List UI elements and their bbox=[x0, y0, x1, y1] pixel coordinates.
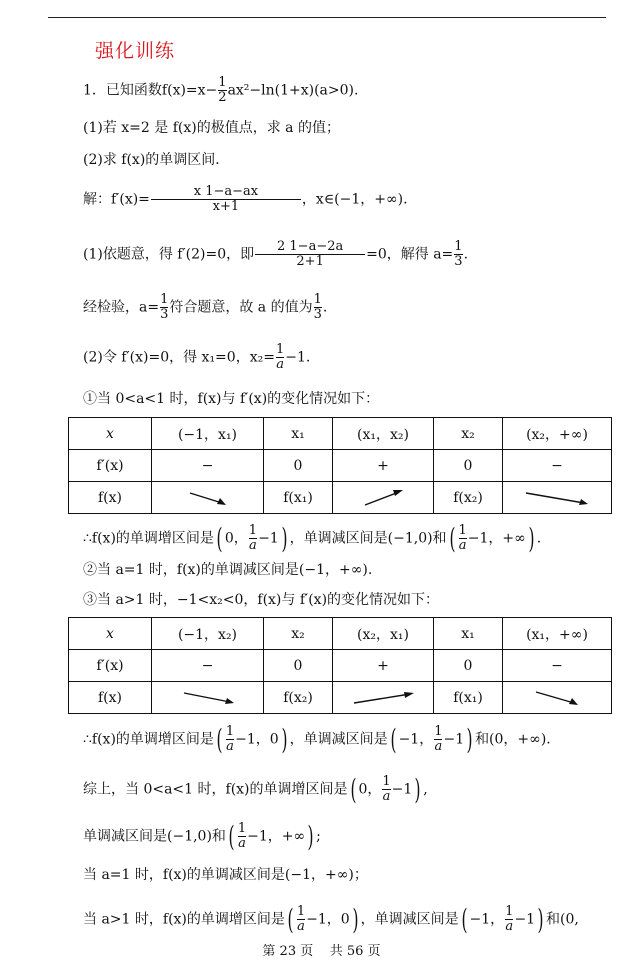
bracket-right: ) bbox=[281, 521, 288, 555]
table2-func-row bbox=[69, 682, 612, 714]
decreasing-arrow-icon bbox=[152, 682, 264, 714]
sum4-head: −1， bbox=[469, 911, 505, 928]
table-cell: f(x₁) bbox=[264, 482, 333, 514]
check-end: . bbox=[322, 299, 328, 316]
step-1: (1)依题意，得 f′(2)=0，即 $\frac{2 1-a-2a}{2+1}$ =0，解得 a= $\frac{1}{3}$ . bbox=[83, 239, 469, 269]
case3-inc-label: ∴f(x)的单调增区间是 bbox=[83, 731, 214, 748]
step2-text-b: −1. bbox=[285, 349, 311, 366]
top-rule bbox=[48, 17, 606, 18]
bracket-right: ) bbox=[466, 722, 473, 756]
part-2: (2)求 f(x)的单调区间． bbox=[83, 152, 230, 168]
case1-dec-frac: $\frac{1}{a}$ bbox=[458, 523, 467, 553]
step1-text-a: (1)依题意，得 f′(2)=0，即 bbox=[83, 246, 255, 263]
case1-frac: $\frac{1}{a}$ bbox=[248, 523, 258, 553]
table-cell: − bbox=[503, 450, 612, 482]
stem-fx: f(x)=x− bbox=[161, 82, 218, 99]
summary-2 bbox=[83, 819, 321, 853]
page-number: 第 23 页 bbox=[262, 944, 314, 959]
table-cell: f(x₂) bbox=[264, 682, 333, 714]
bracket-left: ( bbox=[228, 819, 235, 853]
variation-table-1 bbox=[68, 417, 612, 514]
step1-fraction: $\frac{2 1-a-2a}{2+1}$ bbox=[255, 240, 365, 269]
sum4-tail: −1，0 bbox=[306, 911, 350, 928]
sum4-frac-1: $\frac{1}{a}$ bbox=[296, 904, 306, 934]
table-cell: x₁ bbox=[434, 618, 503, 650]
bracket-left: ( bbox=[216, 521, 223, 555]
table-cell: x bbox=[69, 418, 152, 450]
bracket-right: ) bbox=[528, 521, 535, 555]
bracket-left: ( bbox=[216, 722, 223, 756]
table-cell: x₂ bbox=[264, 618, 333, 650]
sum4-text-b: ，单调减区间是 bbox=[360, 911, 459, 928]
table-cell: + bbox=[333, 450, 434, 482]
solution-derivative bbox=[83, 185, 408, 214]
check-text-b: 符合题意，故 a 的值为 bbox=[169, 299, 313, 316]
bracket-right: ) bbox=[537, 902, 544, 936]
case1-intervals: ∴f(x)的单调增区间是( 0， $\frac{1}{a}$ −1) ，单调减区间是(−1,0)和( $\frac{1}{a}$ −1，+∞) . bbox=[83, 521, 542, 555]
page-total: 共 56 页 bbox=[329, 944, 381, 959]
sum1-interval-a: 0， bbox=[358, 781, 382, 798]
case1-dec-label: ，单调减区间是(−1,0)和 bbox=[289, 530, 447, 547]
case1-inc-a: 0， bbox=[224, 530, 248, 547]
bracket-left: ( bbox=[349, 772, 357, 806]
sum1-end: , bbox=[423, 781, 428, 798]
case3-inc-frac: $\frac{1}{a}$ bbox=[225, 724, 235, 754]
step2-fraction: $\frac{1}{a}$ bbox=[275, 342, 285, 372]
table-cell: (x₂，+∞) bbox=[503, 418, 612, 450]
table2-deriv-row bbox=[69, 650, 612, 682]
table1-func-row bbox=[69, 482, 612, 514]
section-title: 强化训练 bbox=[95, 40, 176, 62]
check-line bbox=[83, 293, 327, 322]
problem-number: 1． bbox=[83, 82, 106, 99]
sum4-text-a: 当 a>1 时，f(x)的单调增区间是 bbox=[83, 911, 285, 928]
table-cell: + bbox=[333, 650, 434, 682]
case3-dec-head: −1， bbox=[398, 731, 434, 748]
check-frac-2: $\frac{1}{3}$ bbox=[313, 292, 322, 322]
case-1: ①当 0<a<1 时，f(x)与 f′(x)的变化情况如下： bbox=[83, 391, 380, 407]
summary-1: 综上，当 0<a<1 时，f(x)的单调增区间是( 0， $\frac{1}{a}$ −1) , bbox=[83, 772, 428, 806]
sum4-end: 和(0, bbox=[546, 911, 579, 928]
part-1: (1)若 x=2 是 f(x)的极值点，求 a 的值； bbox=[83, 120, 340, 136]
decreasing-arrow-icon bbox=[503, 682, 612, 714]
bracket-left: ( bbox=[287, 902, 294, 936]
table-cell: 0 bbox=[434, 650, 503, 682]
bracket-right: ) bbox=[307, 819, 314, 853]
stem-prefix: 已知函数 bbox=[105, 82, 162, 99]
bracket-right: ) bbox=[352, 902, 359, 936]
table-cell: x₁ bbox=[264, 418, 333, 450]
stem-suffix: ax²−ln(1+x)(a>0). bbox=[227, 82, 359, 99]
case3-dec-label: ，单调减区间是 bbox=[289, 731, 388, 748]
table-cell: x₂ bbox=[434, 418, 503, 450]
stem-fraction: $\frac{1}{2}$ bbox=[218, 75, 227, 105]
variation-table-2 bbox=[68, 617, 612, 714]
table1-header-row bbox=[69, 418, 612, 450]
table-cell: f(x₁) bbox=[434, 682, 503, 714]
sum1-text: 综上，当 0<a<1 时，f(x)的单调增区间是 bbox=[83, 781, 348, 798]
bracket-left: ( bbox=[461, 902, 468, 936]
decreasing-arrow-icon bbox=[152, 482, 264, 514]
bracket-right: ) bbox=[281, 722, 288, 756]
page-footer bbox=[0, 940, 643, 959]
bracket-left: ( bbox=[390, 722, 397, 756]
derivative-domain: ，x∈(−1，+∞). bbox=[301, 191, 408, 208]
table-cell: f(x) bbox=[69, 482, 152, 514]
table-cell: − bbox=[152, 650, 264, 682]
table-cell: f′(x) bbox=[69, 650, 152, 682]
bracket-right: ) bbox=[414, 772, 421, 806]
table-cell: (−1，x₂) bbox=[152, 618, 264, 650]
table-cell: x bbox=[69, 618, 152, 650]
case1-dec-tail: −1，+∞ bbox=[467, 530, 526, 547]
table-cell: − bbox=[503, 650, 612, 682]
table-cell: 0 bbox=[434, 450, 503, 482]
table-cell: f′(x) bbox=[69, 450, 152, 482]
table-cell: 0 bbox=[264, 450, 333, 482]
table2-header-row bbox=[69, 618, 612, 650]
step2-text-a: (2)令 f′(x)=0，得 x₁=0，x₂= bbox=[83, 349, 275, 366]
decreasing-arrow-icon bbox=[503, 482, 612, 514]
sum2-tail: −1，+∞ bbox=[247, 828, 306, 845]
sum4-frac-2: $\frac{1}{a}$ bbox=[505, 904, 514, 934]
table1-deriv-row bbox=[69, 450, 612, 482]
check-frac-1: $\frac{1}{3}$ bbox=[160, 292, 169, 322]
bracket-left: ( bbox=[449, 521, 456, 555]
check-text-a: 经检验，a= bbox=[83, 299, 160, 316]
step1-text-b: =0，解得 a= bbox=[366, 246, 454, 263]
case3-intervals: ∴f(x)的单调增区间是( $\frac{1}{a}$ −1，0) ，单调减区间是( −1， $\frac{1}{a}$ −1) 和(0，+∞). bbox=[83, 722, 551, 756]
table-cell: f(x₂) bbox=[434, 482, 503, 514]
sum2-end: ; bbox=[316, 828, 321, 845]
case3-dec-frac: $\frac{1}{a}$ bbox=[434, 724, 443, 754]
table-cell: (−1，x₁) bbox=[152, 418, 264, 450]
derivative-fraction: $\frac{x 1-a-ax}{x+1}$ bbox=[151, 185, 301, 214]
table-cell: (x₁，x₂) bbox=[333, 418, 434, 450]
table-cell: 0 bbox=[264, 650, 333, 682]
increasing-arrow-icon bbox=[333, 682, 434, 714]
sum2-text: 单调减区间是(−1,0)和 bbox=[83, 828, 226, 845]
step1-answer: $\frac{1}{3}$ bbox=[454, 239, 463, 269]
case1-inc-label: ∴f(x)的单调增区间是 bbox=[83, 530, 214, 547]
sum2-frac: $\frac{1}{a}$ bbox=[237, 821, 247, 851]
table-cell: f(x) bbox=[69, 682, 152, 714]
case-3: ③当 a>1 时，−1<x₂<0，f(x)与 f′(x)的变化情况如下： bbox=[83, 592, 440, 608]
case-2: ②当 a=1 时，f(x)的单调减区间是(−1，+∞). bbox=[83, 562, 373, 578]
summary-4: 当 a>1 时，f(x)的单调增区间是( $\frac{1}{a}$ −1，0) ，单调减区间是( −1， $\frac{1}{a}$ −1) 和(0, bbox=[83, 902, 579, 936]
summary-3: 当 a=1 时，f(x)的单调减区间是(−1，+∞)； bbox=[83, 867, 368, 883]
increasing-arrow-icon bbox=[333, 482, 434, 514]
problem-stem bbox=[83, 76, 358, 105]
case3-inc-tail: −1，0 bbox=[235, 731, 279, 748]
table-cell: (x₁，+∞) bbox=[503, 618, 612, 650]
case3-dec-end: 和(0，+∞). bbox=[475, 731, 551, 748]
step-2 bbox=[83, 343, 310, 372]
table-cell: (x₂，x₁) bbox=[333, 618, 434, 650]
table-cell: − bbox=[152, 450, 264, 482]
sum1-frac: $\frac{1}{a}$ bbox=[382, 774, 391, 804]
derivative-label: 解：f′(x)= bbox=[83, 191, 150, 208]
